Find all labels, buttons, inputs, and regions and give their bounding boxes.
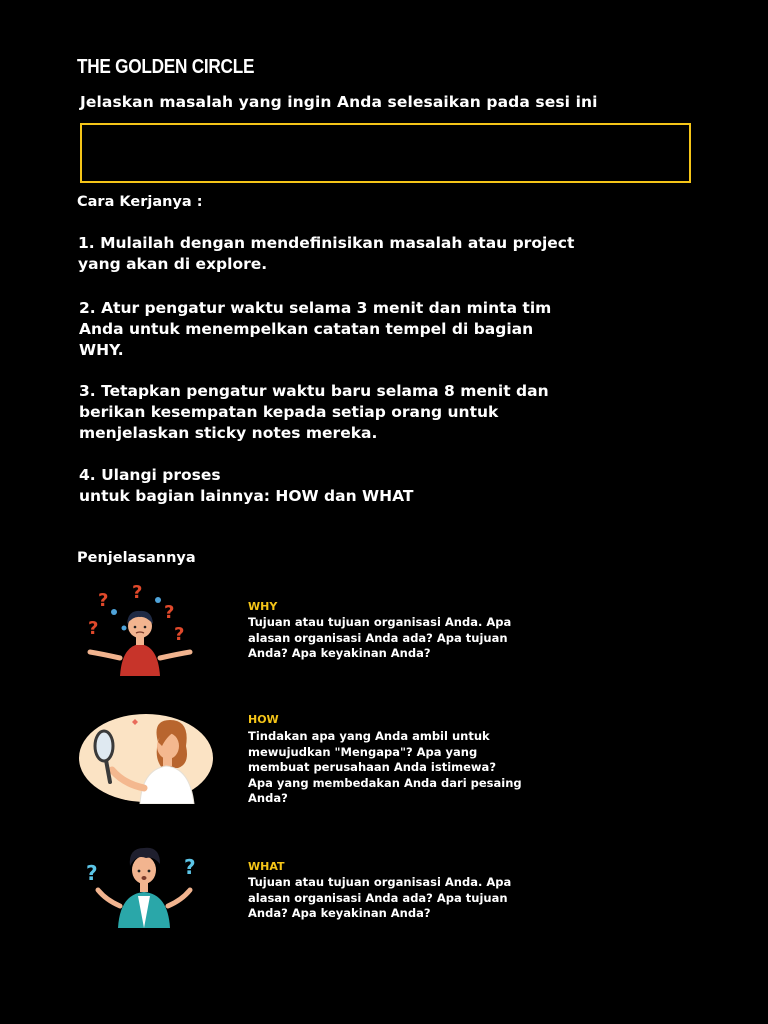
how-it-works-heading: Cara Kerjanya : <box>77 194 203 210</box>
page-title: THE GOLDEN CIRCLE <box>77 56 255 78</box>
how-title: HOW <box>248 713 279 726</box>
step-4: 4. Ulangi proses untuk bagian lainnya: HOW dan WHAT <box>79 466 414 505</box>
svg-text:?: ? <box>164 602 175 623</box>
why-text: Tujuan atau tujuan organisasi Anda. Apa alasan organisasi Anda ada? Apa tujuan Anda? Apa keyakinan Anda? <box>248 615 512 660</box>
what-text: Tujuan atau tujuan organisasi Anda. Apa alasan organisasi Anda ada? Apa tujuan Anda? Apa keyakinan Anda? <box>248 875 512 920</box>
svg-text:?: ? <box>132 584 143 603</box>
explanation-heading: Penjelasannya <box>77 550 196 566</box>
step-2: 2. Atur pengatur waktu selama 3 menit dan minta tim Anda untuk menempelkan catatan tempel di bagian WHY. <box>79 299 552 359</box>
svg-text:?: ? <box>174 624 185 645</box>
what-title: WHAT <box>248 860 285 873</box>
problem-answer-box[interactable] <box>80 123 691 183</box>
how-text: Tindakan apa yang Anda ambil untuk mewujudkan "Mengapa"? Apa yang membuat perusahaan Anda istimewa? Apa yang membedakan Anda dari pesaing Anda? <box>248 729 522 805</box>
svg-text:?: ? <box>88 618 99 639</box>
why-title: WHY <box>248 600 278 613</box>
step-3: 3. Tetapkan pengatur waktu baru selama 8 menit dan berikan kesempatan kepada setiap orang untuk menjelaskan sticky notes mereka. <box>79 382 549 442</box>
svg-text:?: ? <box>98 590 109 611</box>
svg-text:?: ? <box>86 861 98 885</box>
problem-prompt: Jelaskan masalah yang ingin Anda selesaikan pada sesi ini <box>80 93 598 111</box>
woman-magnifying-glass-icon <box>78 712 214 804</box>
shrugging-man-icon <box>84 842 204 928</box>
svg-text:?: ? <box>184 855 196 879</box>
step-1: 1. Mulailah dengan mendefinisikan masalah atau project yang akan di explore. <box>78 234 575 273</box>
confused-person-icon <box>84 584 196 680</box>
